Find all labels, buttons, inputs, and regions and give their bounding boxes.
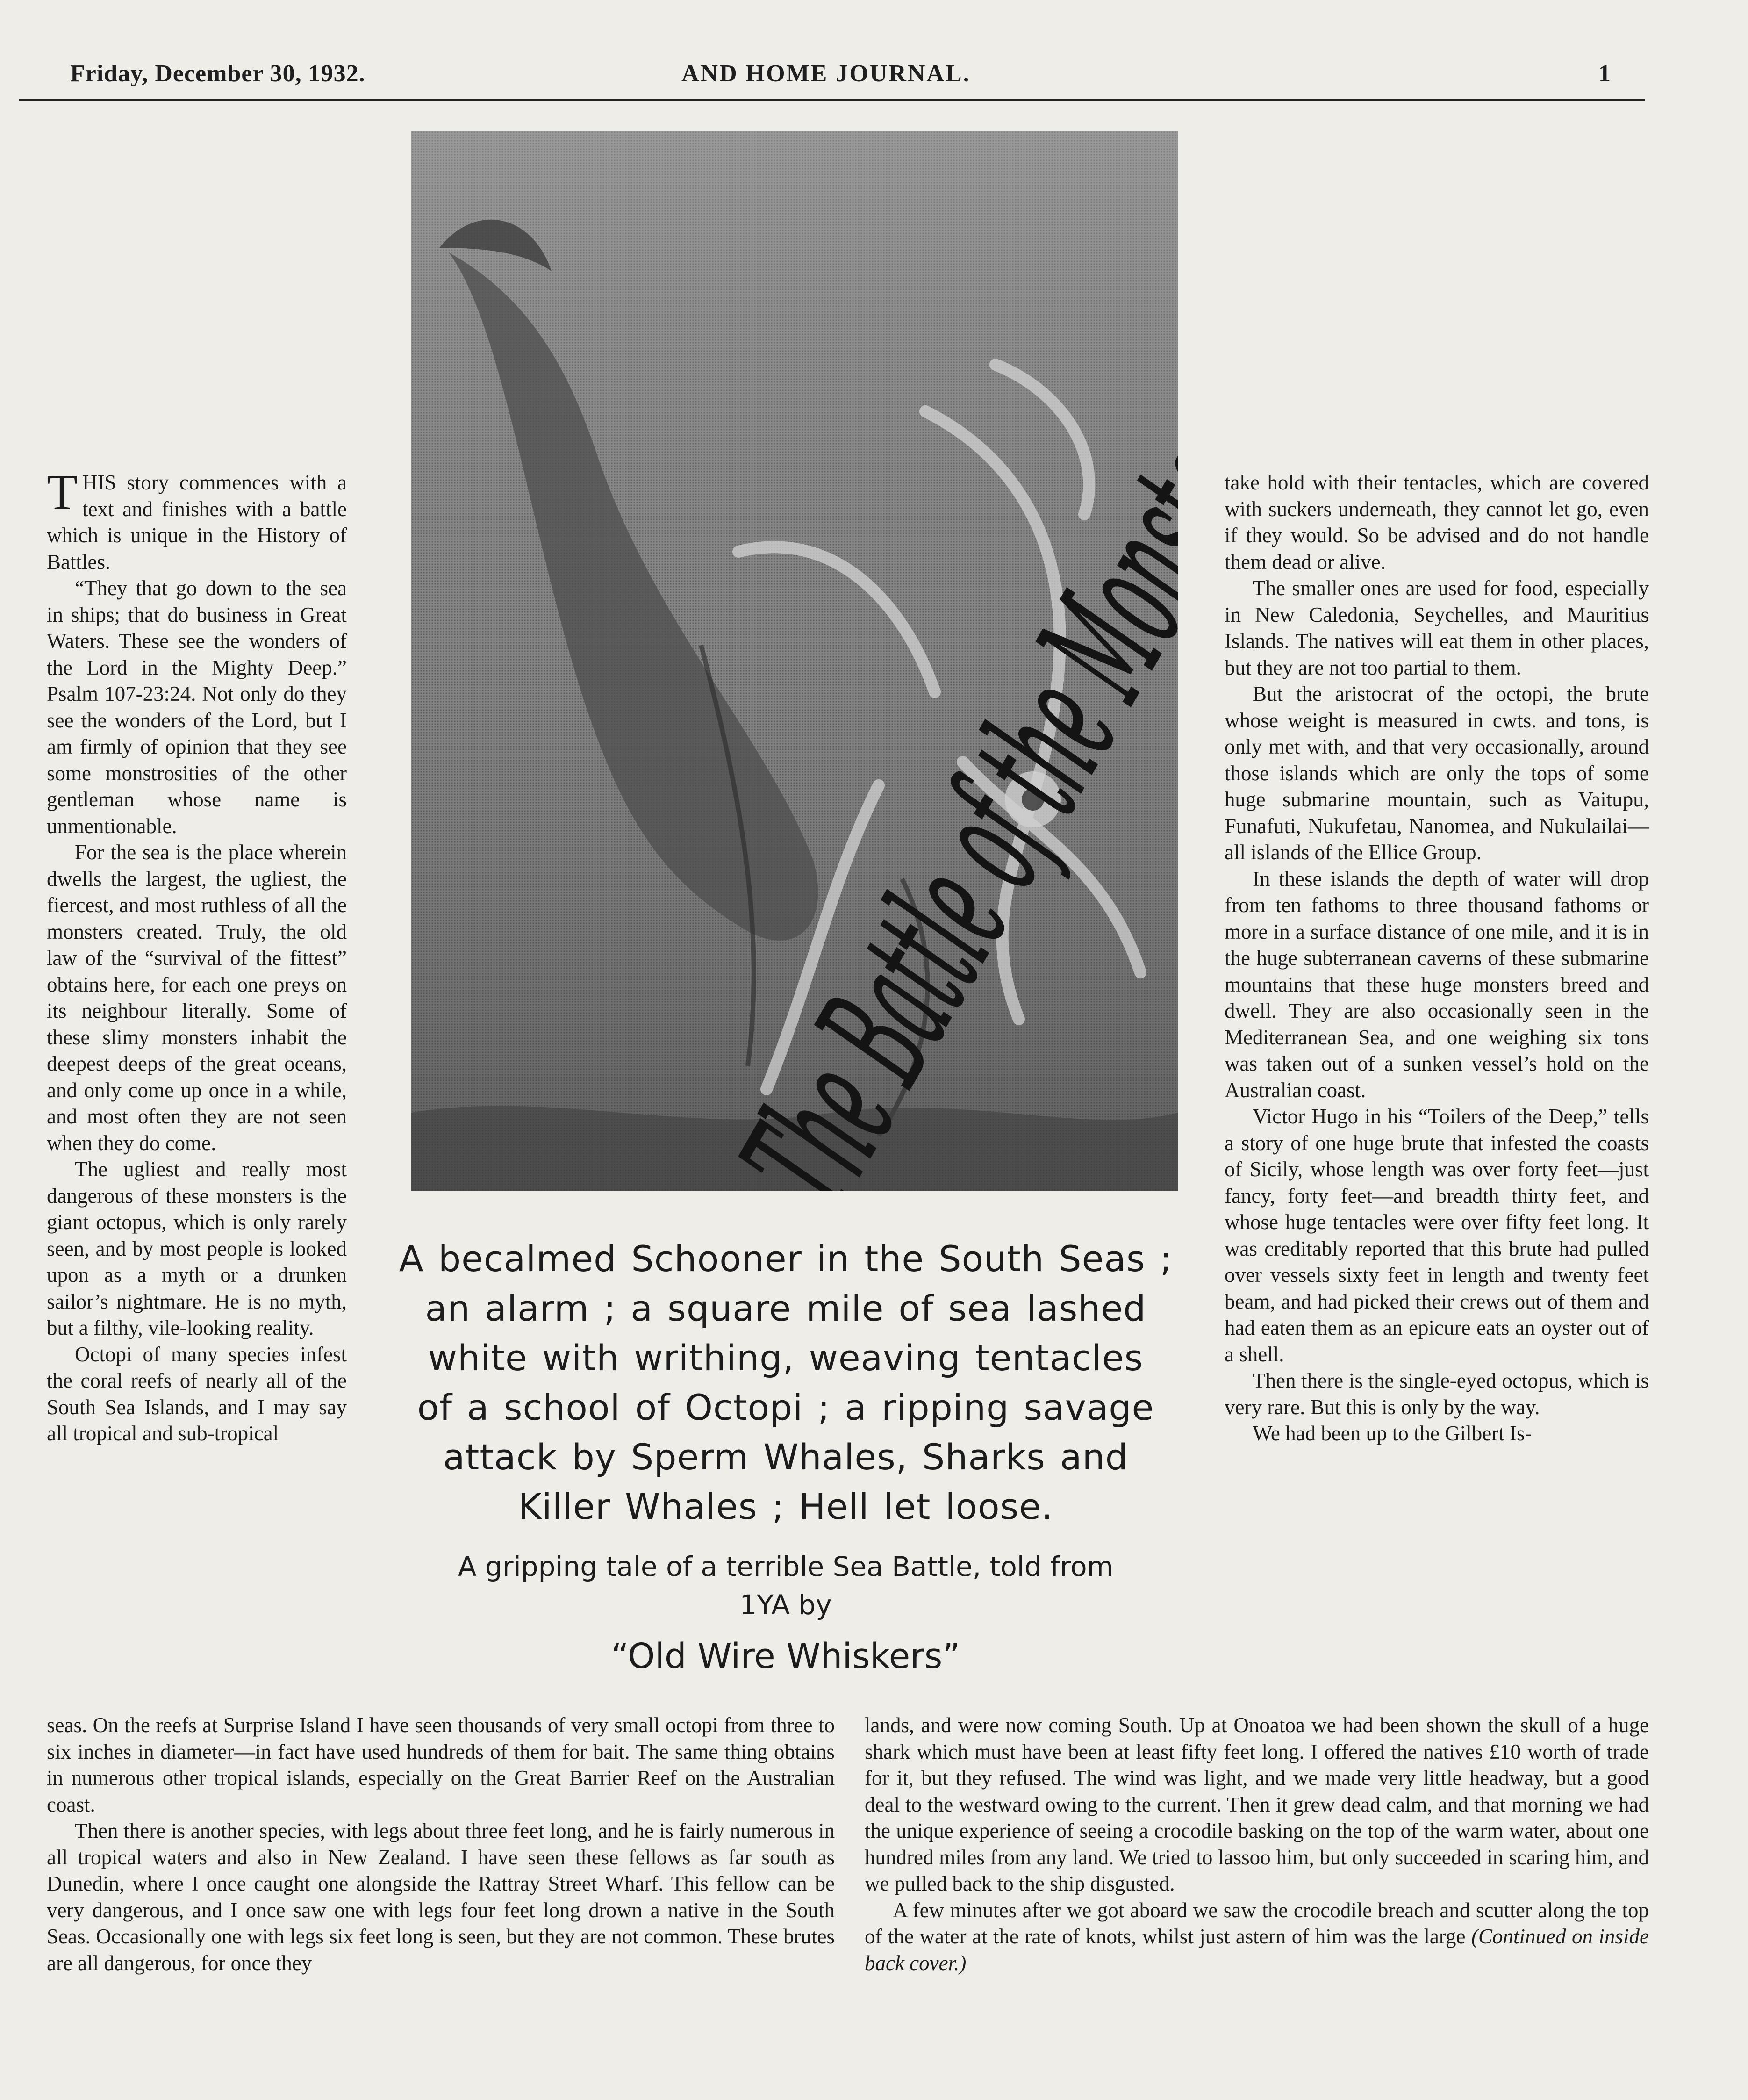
sea-monster-artwork xyxy=(411,131,1178,1191)
continuation-note: (Continued on inside back cover.) xyxy=(865,1925,1649,1975)
headline-line: A becalmed Schooner in the South Seas ; xyxy=(399,1238,1173,1280)
drop-cap: T xyxy=(47,465,78,520)
paragraph: A few minutes after we got aboard we saw the crocodile breach and scutter along the top of the water at the rate of knots, whilst just astern of him was the large (Continued on inside back cover.) xyxy=(865,1898,1649,1975)
paragraph: We had been up to the Gilbert Is- xyxy=(1253,1422,1532,1445)
subheadline-line: 1YA by xyxy=(739,1589,832,1621)
paragraph: Octopi of many species infest the coral reefs of nearly all of the South Sea Islands, and I may say all tropical and sub-tropical xyxy=(47,1342,347,1445)
headline-line: white with writhing, weaving tentacles xyxy=(428,1337,1144,1379)
paragraph: The ugliest and really most dangerous of these monsters is the giant octopus, which is only rarely seen, and by most people is looked upon as a myth or a drunken sailor’s nightmare. He is no myth, but a filthy, vile-looking reality. xyxy=(47,1158,347,1339)
headline-line: attack by Sperm Whales, Sharks and xyxy=(443,1436,1129,1478)
header-date: Friday, December 30, 1932. xyxy=(70,60,365,87)
header-title: AND HOME JOURNAL. xyxy=(681,60,971,87)
column-left xyxy=(47,465,347,1447)
paragraph: Victor Hugo in his “Toilers of the Deep,” tells a story of one huge brute that infested the coasts of Sicily, whose length was over forty feet—just fancy, forty feet—and breadth thirty feet, and whose huge tentacles were over fifty feet long. It was creditably reported that this brute had pulled over vessels sixty feet in length and twenty feet beam, and had picked their crews out of them and had eaten them as an epicure eats an oyster out of a shell. xyxy=(1225,1105,1649,1366)
column-right xyxy=(1225,469,1649,1447)
header-rule xyxy=(19,99,1645,101)
paragraph: But the aristocrat of the octopi, the brute whose weight is measured in cwts. and tons, is only met with, and that very occasionally, around those islands which are only the tops of some huge submarine mountain, such as Vaitupu, Funafuti, Nukufetau, Nanomea, and Nukulailai—all islands of the Ellice Group. xyxy=(1225,682,1649,864)
column-bottom-left xyxy=(47,1712,835,1976)
header-page-number: 1 xyxy=(1598,60,1611,87)
paragraph: The smaller ones are used for food, especially in New Caledonia, Seychelles, and Mauritius Islands. The natives will eat them in other places, but they are not too partial to them. xyxy=(1225,576,1649,679)
paragraph: Then there is the single-eyed octopus, which is very rare. But this is only by the way. xyxy=(1225,1369,1649,1419)
battle-illustration xyxy=(411,131,1178,1191)
headline-line: an alarm ; a square mile of sea lashed xyxy=(425,1287,1146,1329)
paragraph: THIS story commences with a text and finishes with a battle which is unique in the History of Battles. xyxy=(47,465,347,574)
paragraph: lands, and were now coming South. Up at Onoatoa we had been shown the skull of a huge shark which must have been at least fifty feet long. I offered the natives £10 worth of trade for it, but they refused. The wind was light, and we made very little headway, but a good deal to the westward owing to the current. Then it grew dead calm, and that morning we had the unique experience of seeing a crocodile basking on the top of the warm water, about one hundred miles from any land. We tried to lassoo him, but only succeeded in scaring him, and we pulled back to the ship disgusted. xyxy=(865,1713,1649,1895)
headline-line: Killer Whales ; Hell let loose. xyxy=(518,1486,1053,1527)
paragraph: seas. On the reefs at Surprise Island I have seen thousands of very small octopi from three to six inches in diameter—in fact have used hundreds of them for bait. The same thing obtains in numerous other tropical islands, especially on the Great Barrier Reef on the Australian coast. xyxy=(47,1713,835,1816)
paragraph: In these islands the depth of water will drop from ten fathoms to three thousand fathoms or more in a surface distance of one mile, and it is in the huge subterranean caverns of these submarine mountains that these huge monsters breed and dwell. They are also occasionally seen in the Mediterranean Sea, and one weighing six tons was taken out of a sunken vessel’s hold on the Australian coast. xyxy=(1225,867,1649,1102)
paragraph: For the sea is the place wherein dwells the largest, the ugliest, the fiercest, and most ruthless of all the monsters created. Truly, the old law of the “survival of the fittest” obtains here, for each one preys on its neighbour literally. Some of these slimy monsters inhabit the deepest deeps of the great oceans, and only come up once in a while, and most often they are not seen when they do come. xyxy=(47,841,347,1155)
subheadline-line: A gripping tale of a terrible Sea Battle, told from xyxy=(458,1551,1114,1582)
paragraph: Then there is another species, with legs about three feet long, and he is fairly numerous in all tropical waters and also in New Zealand. I have seen these fellows as far south as Dunedin, where I once caught one alongside the Rattray Street Wharf. This fellow can be very dangerous, and I once saw one with legs four feet long drown a native in the South Seas. Occasionally one with legs six feet long is seen, but they are not common. These brutes are all dangerous, for once they xyxy=(47,1819,835,1975)
column-bottom-right xyxy=(865,1712,1649,1976)
paragraph: “They that go down to the sea in ships; that do business in Great Waters. These see the wonders of the Lord in the Mighty Deep.” Psalm 107-23:24. Not only do they see the wonders of the Lord, but I am firmly of opinion that they see some monstrosities of the other gentleman whose name is unmentionable. xyxy=(47,576,347,838)
story-subheadline xyxy=(391,1547,1181,1624)
headline-line: of a school of Octopi ; a ripping savage xyxy=(417,1387,1154,1428)
byline: “Old Wire Whiskers” xyxy=(611,1636,960,1676)
paragraph: take hold with their tentacles, which are covered with suckers underneath, they cannot let go, even if they would. So be advised and do not handle them dead or alive. xyxy=(1225,471,1649,574)
story-headline xyxy=(391,1234,1181,1532)
